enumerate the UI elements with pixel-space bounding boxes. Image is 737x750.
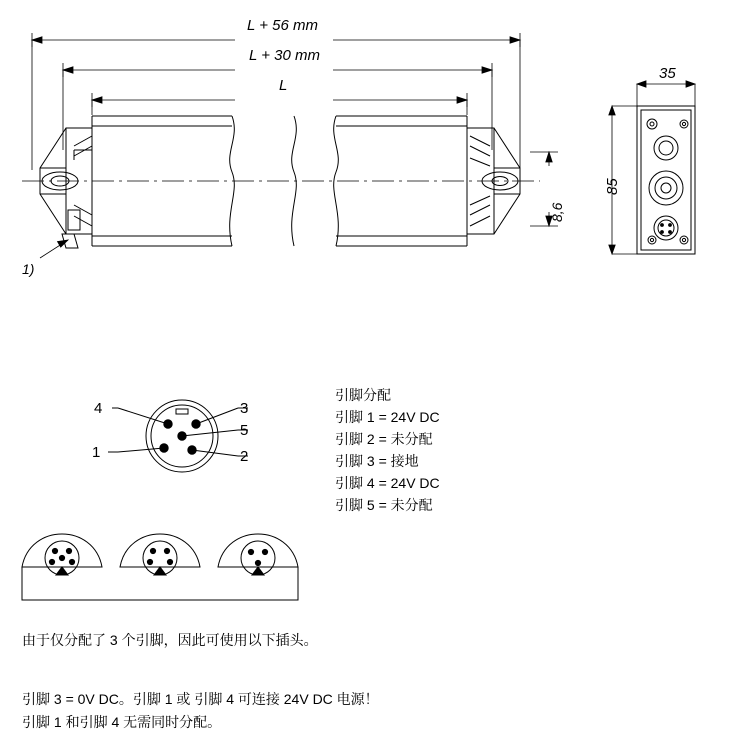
pin-assignment-line-1: 引脚 1 = 24V DC [335, 409, 440, 425]
dimension-label-l: L [279, 77, 288, 94]
dimension-35 [637, 81, 695, 106]
dimension-label-85: 85 [604, 178, 621, 195]
pin-assignment-line-3: 引脚 3 = 接地 [335, 453, 419, 469]
pin-label-2: 2 [240, 448, 249, 465]
pin-assignment-heading: 引脚分配 [335, 387, 391, 403]
pin-assignment-line-5: 引脚 5 = 未分配 [335, 497, 433, 513]
pin-assignment-line-4: 引脚 4 = 24V DC [335, 475, 440, 491]
note-leader [40, 240, 68, 258]
dimension-label-35: 35 [659, 65, 676, 82]
pin-label-1: 1 [92, 444, 101, 461]
dimension-label-8-6: 8,6 [549, 202, 565, 222]
note-marker-1: 1) [22, 261, 35, 277]
pin-label-3: 3 [240, 400, 249, 417]
pin-label-4: 4 [94, 400, 103, 417]
dimension-l30 [63, 63, 492, 150]
plug-row-diagram [22, 534, 298, 600]
profile-front-view [40, 116, 520, 248]
connector-pinout-diagram [108, 400, 248, 472]
dimension-label-l30: L + 30 mm [249, 47, 321, 64]
note-line-2: 引脚 1 和引脚 4 无需同时分配。 [22, 714, 222, 730]
pin-assignment-line-2: 引脚 2 = 未分配 [335, 431, 433, 447]
profile-side-view [637, 106, 695, 254]
note-line-1: 引脚 3 = 0V DC。引脚 1 或 引脚 4 可连接 24V DC 电源！ [22, 691, 379, 707]
dimension-label-l56: L + 56 mm [247, 17, 319, 34]
note-plugs: 由于仅分配了 3 个引脚，因此可使用以下插头。 [22, 632, 318, 648]
pin-label-5: 5 [240, 422, 249, 439]
dimension-l [92, 93, 467, 115]
